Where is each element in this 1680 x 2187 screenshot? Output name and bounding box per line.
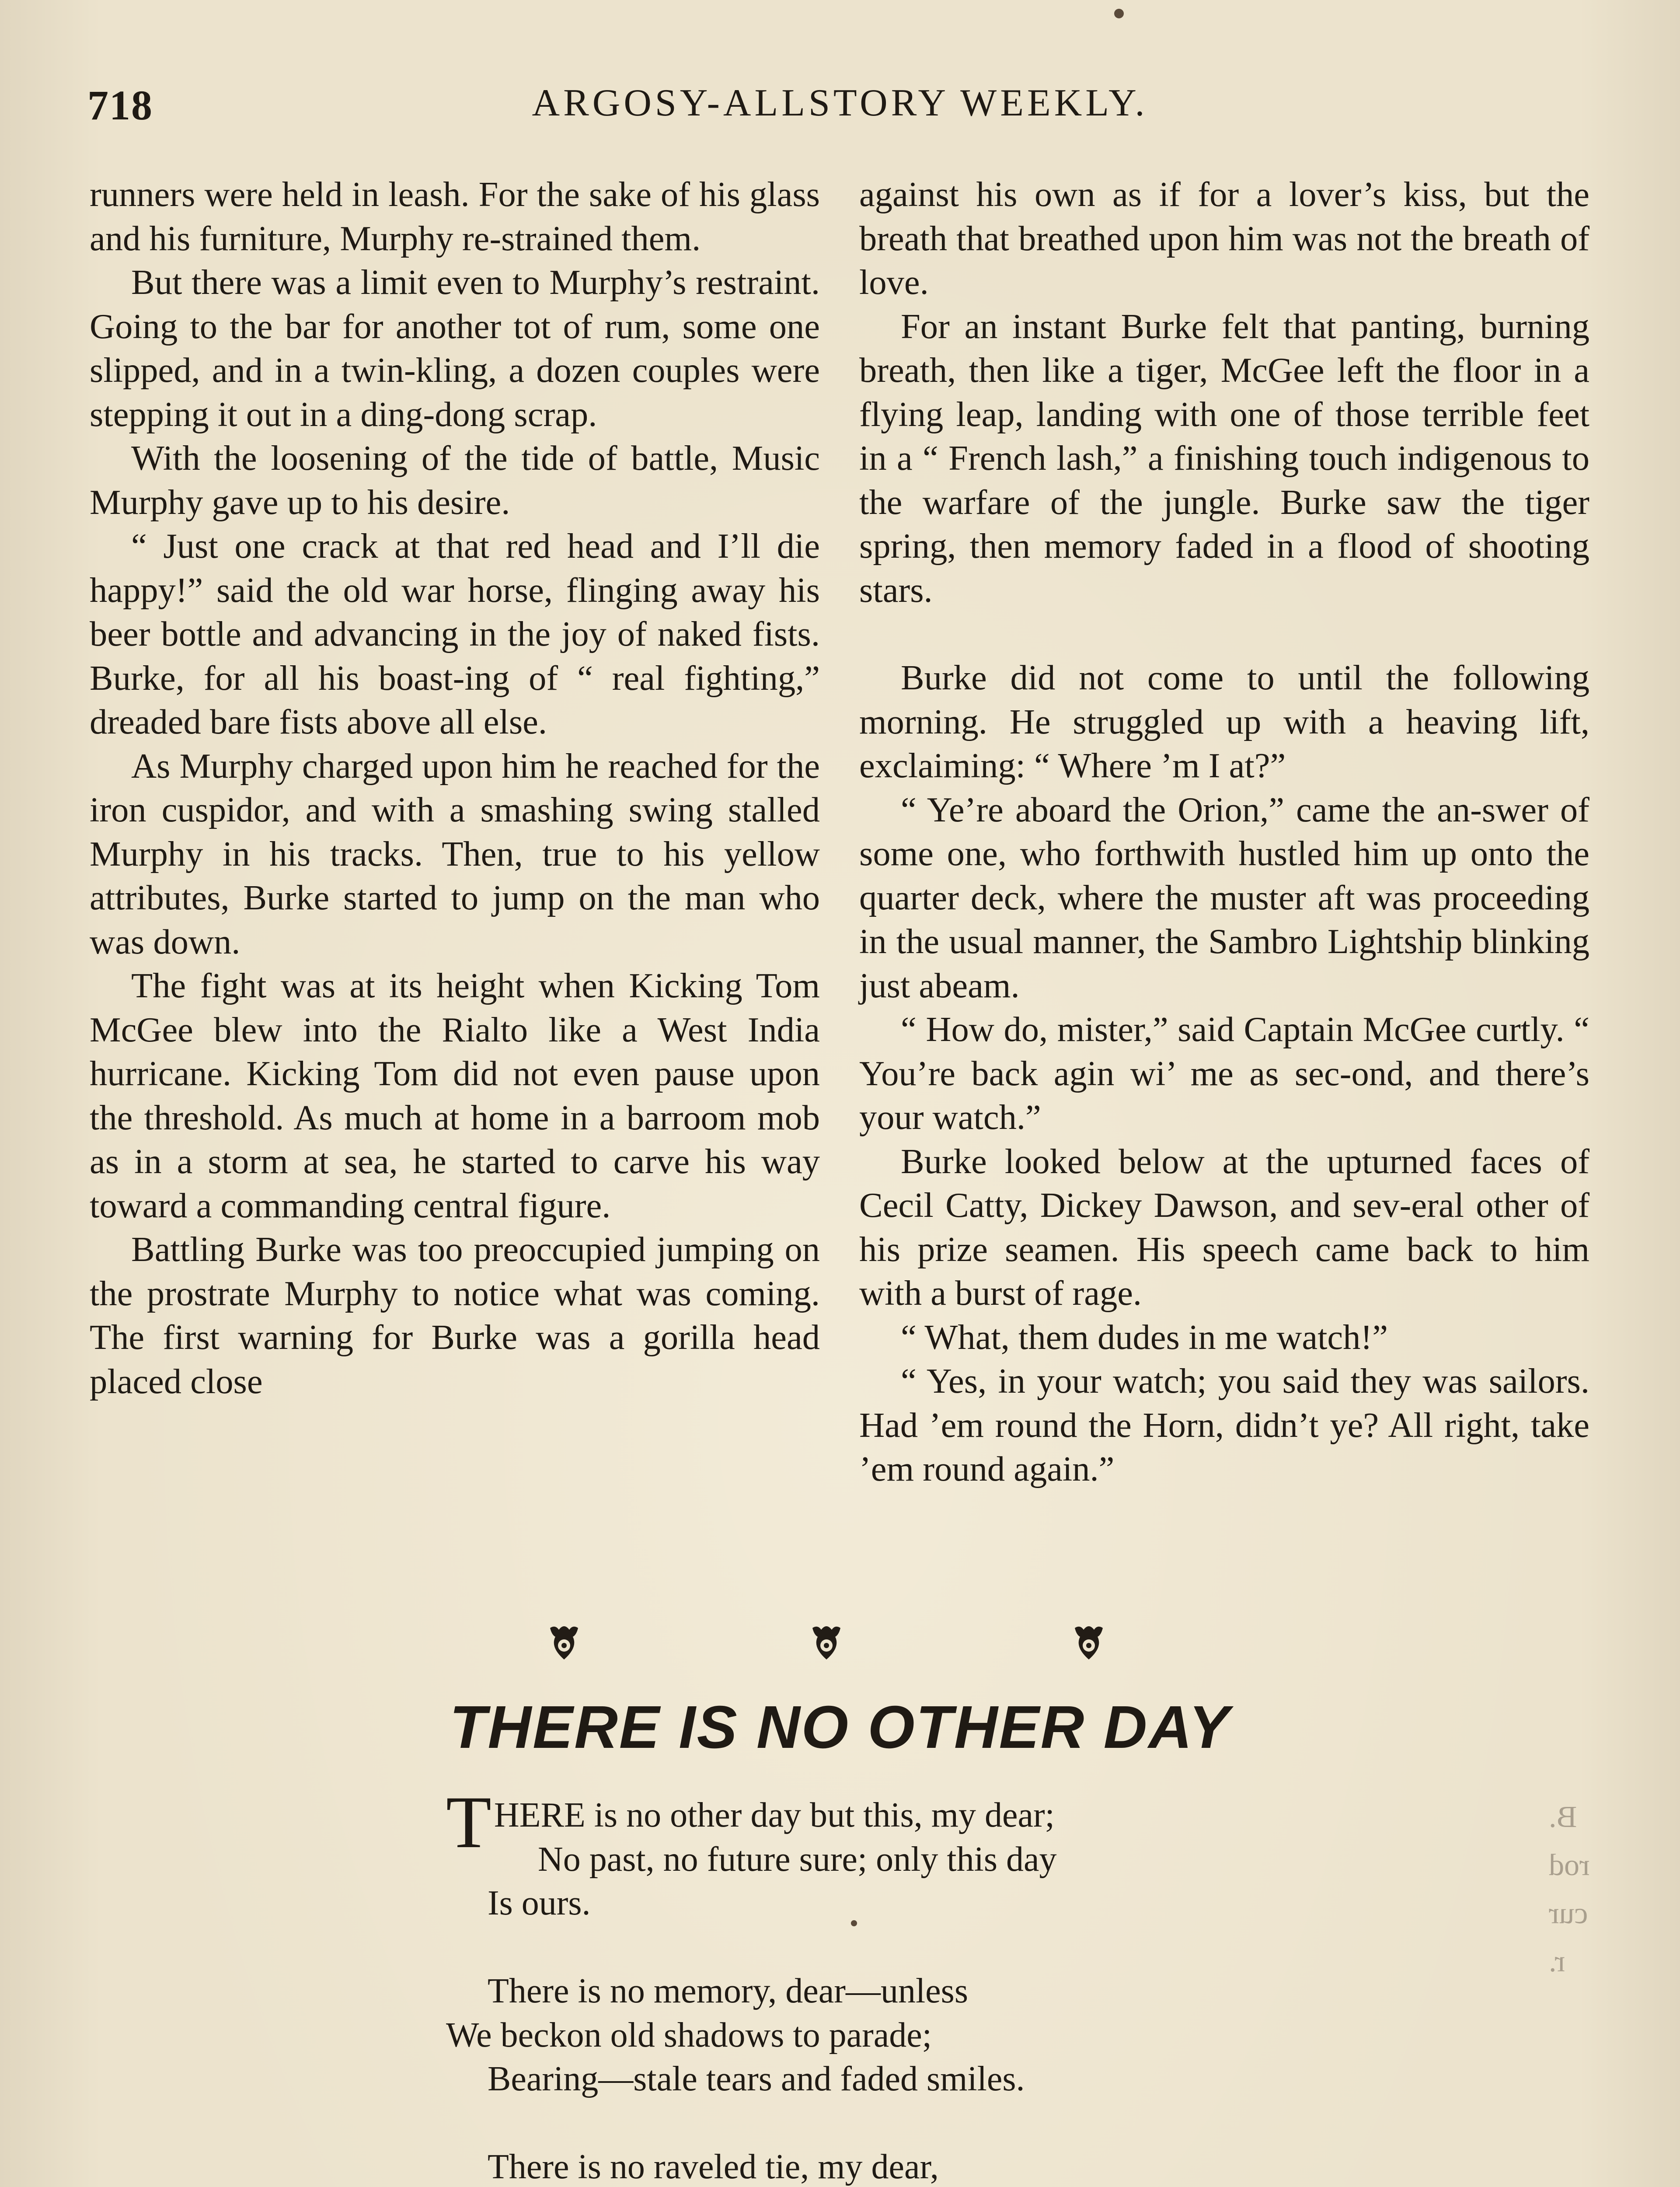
- paragraph: Burke looked below at the upturned faces of Cecil Catty, Dickey Dawson, and sev-eral other of his prize seamen. His speech came back to him with a burst of rage.: [859, 1142, 1589, 1313]
- paragraph: “ Ye’re aboard the Orion,” came the an-swer of some one, who forthwith hustled him up onto the quarter deck, where the muster aft was proceeding in the usual manner, the Sambro Lightship blinking just abeam.: [859, 790, 1589, 1005]
- stanza-break: [446, 2101, 1364, 2145]
- bleed-through-fragment: rod: [1549, 1848, 1590, 1882]
- poem-line: There is no raveled tie, my dear,: [488, 2148, 939, 2186]
- paragraph: “ Yes, in your watch; you said they was sailors. Had ’em round the Horn, didn’t ye? All right, take ’em round again.”: [859, 1362, 1589, 1488]
- paper-speck: [851, 1920, 857, 1926]
- poem-line: We beckon old shadows to parade;: [446, 2016, 932, 2054]
- paragraph: The fight was at its height when Kicking Tom McGee blew into the Rialto like a West India hurricane. Kicking Tom did not even pause upon the threshold. As much at home in a barroom mob as in a storm at sea, he started to carve his way toward a commanding central figure.: [90, 966, 820, 1225]
- drop-cap: T: [446, 1781, 491, 1863]
- left-column: [90, 173, 820, 1594]
- paragraph: “ How do, mister,” said Captain McGee curtly. “ You’re back agin wi’ me as sec-ond, and there’s your watch.”: [859, 1010, 1589, 1137]
- paragraph: runners were held in leash. For the sake of his glass and his furniture, Murphy re-strained them.: [90, 175, 820, 258]
- page-header: [87, 81, 1593, 133]
- poem-line: There is no memory, dear—unless: [488, 1972, 968, 2010]
- bleed-through-fragment: B.: [1549, 1800, 1577, 1834]
- ornament-icon: [547, 1623, 582, 1662]
- paragraph: As Murphy charged upon him he reached for the iron cuspidor, and with a smashing swing stalled Murphy in his tracks. Then, true to his yellow attributes, Burke started to jump on the man who was down.: [90, 746, 820, 961]
- stanza-break: [446, 1925, 1364, 1970]
- poem-line: Is ours.: [488, 1884, 591, 1922]
- bleed-through-fragment: r.: [1549, 1945, 1565, 1978]
- page-number: 718: [87, 82, 153, 129]
- paragraph: against his own as if for a lover’s kiss, but the breath that breathed upon him was not the breath of love.: [859, 175, 1589, 302]
- ornament-icon: [1071, 1623, 1106, 1662]
- paragraph: But there was a limit even to Murphy’s restraint. Going to the bar for another tot of rum, some one slipped, and in a twin-kling, a dozen couples were stepping it out in a ding-dong scrap.: [90, 263, 820, 434]
- bleed-through-text: [1549, 1793, 1628, 1986]
- section-divider: [547, 1618, 1106, 1666]
- paragraph: “ Just one crack at that red head and I’ll die happy!” said the old war horse, flinging away his beer bottle and advancing in the joy of naked fists. Burke, for all his boast-ing of “ real fighting,” dreaded bare fists above all else.: [90, 527, 820, 741]
- poem-line: Bearing—stale tears and faded smiles.: [488, 2060, 1025, 2098]
- paper-speck: [1114, 9, 1124, 18]
- paragraph: Battling Burke was too preoccupied jumping on the prostrate Murphy to notice what was coming. The first warning for Burke was a gorilla head placed close: [90, 1230, 820, 1401]
- paragraph: For an instant Burke felt that panting, burning breath, then like a tiger, McGee left the floor in a flying leap, landing with one of those terrible feet in a “ French lash,” a finishing touch indigenous to the warfare of the jungle. Burke saw the tiger spring, then memory faded in a flood of shooting stars.: [859, 307, 1589, 610]
- running-title: ARGOSY-ALLSTORY WEEKLY.: [532, 82, 1148, 124]
- bleed-through-fragment: cur: [1549, 1897, 1588, 1930]
- paragraph: With the loosening of the tide of battle, Music Murphy gave up to his desire.: [90, 439, 820, 522]
- poem-line: HERE is no other day but this, my dear;: [494, 1796, 1055, 1834]
- ornament-icon: [809, 1623, 844, 1662]
- poem-line: No past, no future sure; only this day: [538, 1840, 1057, 1879]
- right-column: [859, 173, 1589, 1594]
- poem-title: THERE IS NO OTHER DAY: [450, 1694, 1230, 1761]
- paragraph: “ What, them dudes in me watch!”: [901, 1317, 1388, 1357]
- paragraph: Burke did not come to until the following morning. He struggled up with a heaving lift, exclaiming: “ Where ’m I at?”: [859, 658, 1589, 785]
- poem-body: [446, 1781, 1364, 2187]
